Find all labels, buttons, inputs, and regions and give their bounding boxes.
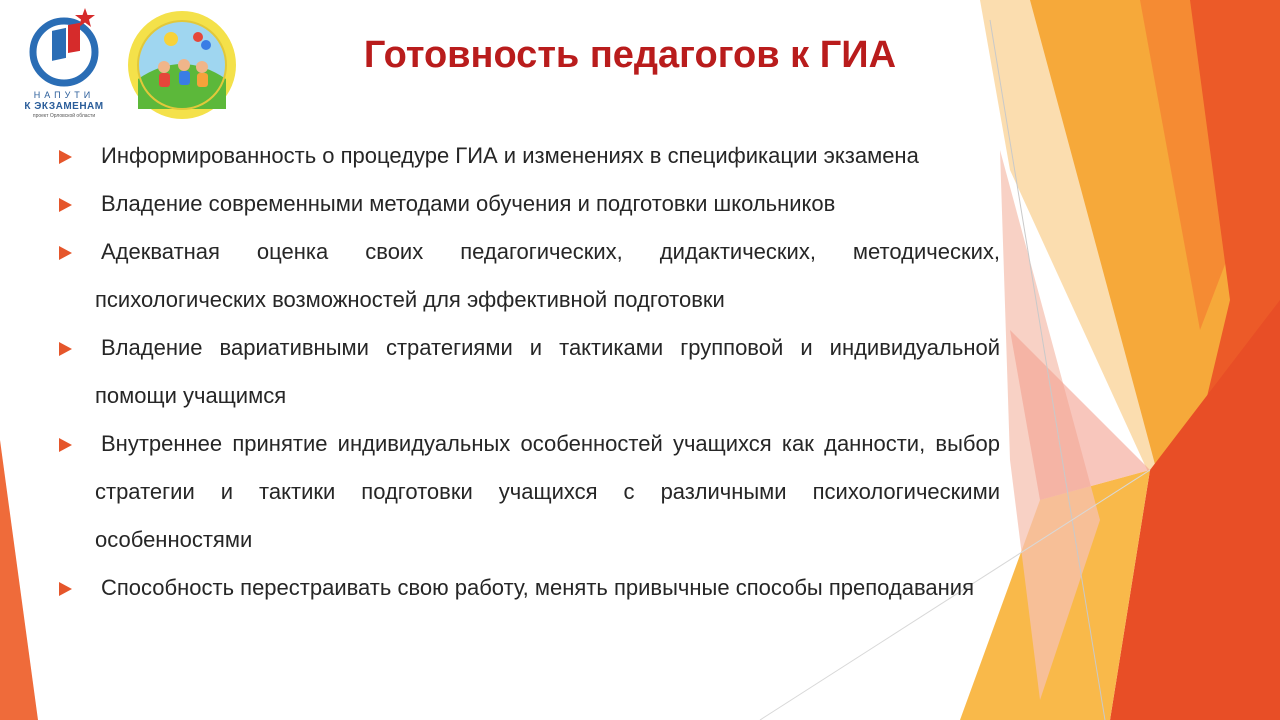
arrow-bullet-icon <box>59 438 72 452</box>
bullet-list <box>57 132 1000 612</box>
logo-line-3: проект Орловской области <box>32 113 96 119</box>
list-item <box>57 132 1000 180</box>
list-item <box>57 228 1000 324</box>
list-item <box>57 420 1000 564</box>
arrow-bullet-icon <box>59 342 72 356</box>
logo-line-1: НАПУТИ <box>33 90 95 100</box>
slide-title: Готовность педагогов к ГИА <box>363 34 897 76</box>
children-emblem-logo-icon <box>126 9 238 121</box>
list-item <box>57 324 1000 420</box>
arrow-bullet-icon <box>59 246 72 260</box>
logo-line-2: К ЭКЗАМЕНАМ <box>24 101 104 112</box>
arrow-bullet-icon <box>59 198 72 212</box>
list-item-text: Внутреннее принятие индивидуальных особенностей учащихся как данности, выбор стратегии и тактики подготовки учащихся с различными психологическими особенностями <box>95 431 1000 552</box>
list-item-text: Владение вариативными стратегиями и тактиками групповой и индивидуальной помощи учащимся <box>95 335 1000 408</box>
arrow-bullet-icon <box>59 150 72 164</box>
list-item-text: Владение современными методами обучения и подготовки школьников <box>101 191 836 216</box>
list-item <box>57 180 1000 228</box>
list-item-text: Способность перестраивать свою работу, менять привычные способы преподавания <box>101 575 974 600</box>
list-item-text: Информированность о процедуре ГИА и изменениях в спецификации экзамена <box>101 143 919 168</box>
list-item <box>57 564 1000 612</box>
na-puti-k-ekzamenam-logo <box>22 6 106 121</box>
book-star-logo-icon <box>28 6 100 90</box>
arrow-bullet-icon <box>59 582 72 596</box>
list-item-text: Адекватная оценка своих педагогических, дидактических, методических, психологических возможностей для эффективной подготовки <box>95 239 1000 312</box>
